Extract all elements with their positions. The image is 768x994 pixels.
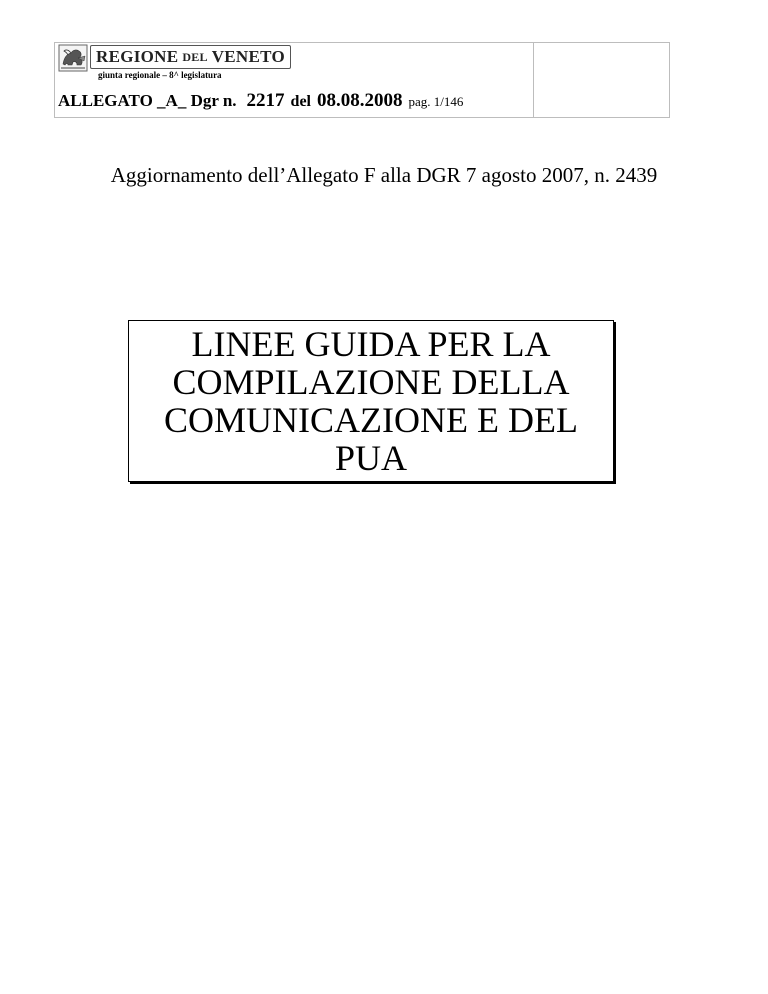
dgr-number: 2217 [246,90,285,111]
document-heading: Aggiornamento dell’Allegato F alla DGR 7 agosto 2007, n. 2439 [110,163,658,187]
title-line: PUA [334,438,408,478]
logo-text-del: DEL [182,49,208,64]
logo-text-regione: REGIONE [96,47,179,66]
title-line: COMUNICAZIONE E DEL [164,400,578,440]
title-line: COMPILAZIONE DELLA [172,362,570,402]
header-divider [533,42,534,118]
logo-text-veneto: VENETO [211,47,285,66]
del-label: del [290,93,311,110]
allegato-label: ALLEGATO _A_ Dgr n. [58,91,237,110]
title-box [128,320,614,482]
page-number: pag. 1/146 [408,94,464,109]
lion-emblem-icon [58,44,88,72]
title-line: LINEE GUIDA PER LA [191,324,551,364]
dgr-date: 08.08.2008 [317,90,403,111]
allegato-line [58,90,463,112]
logo-banner [90,45,291,69]
giunta-subtitle: giunta regionale – 8^ legislatura [98,70,222,80]
document-title [129,325,613,477]
